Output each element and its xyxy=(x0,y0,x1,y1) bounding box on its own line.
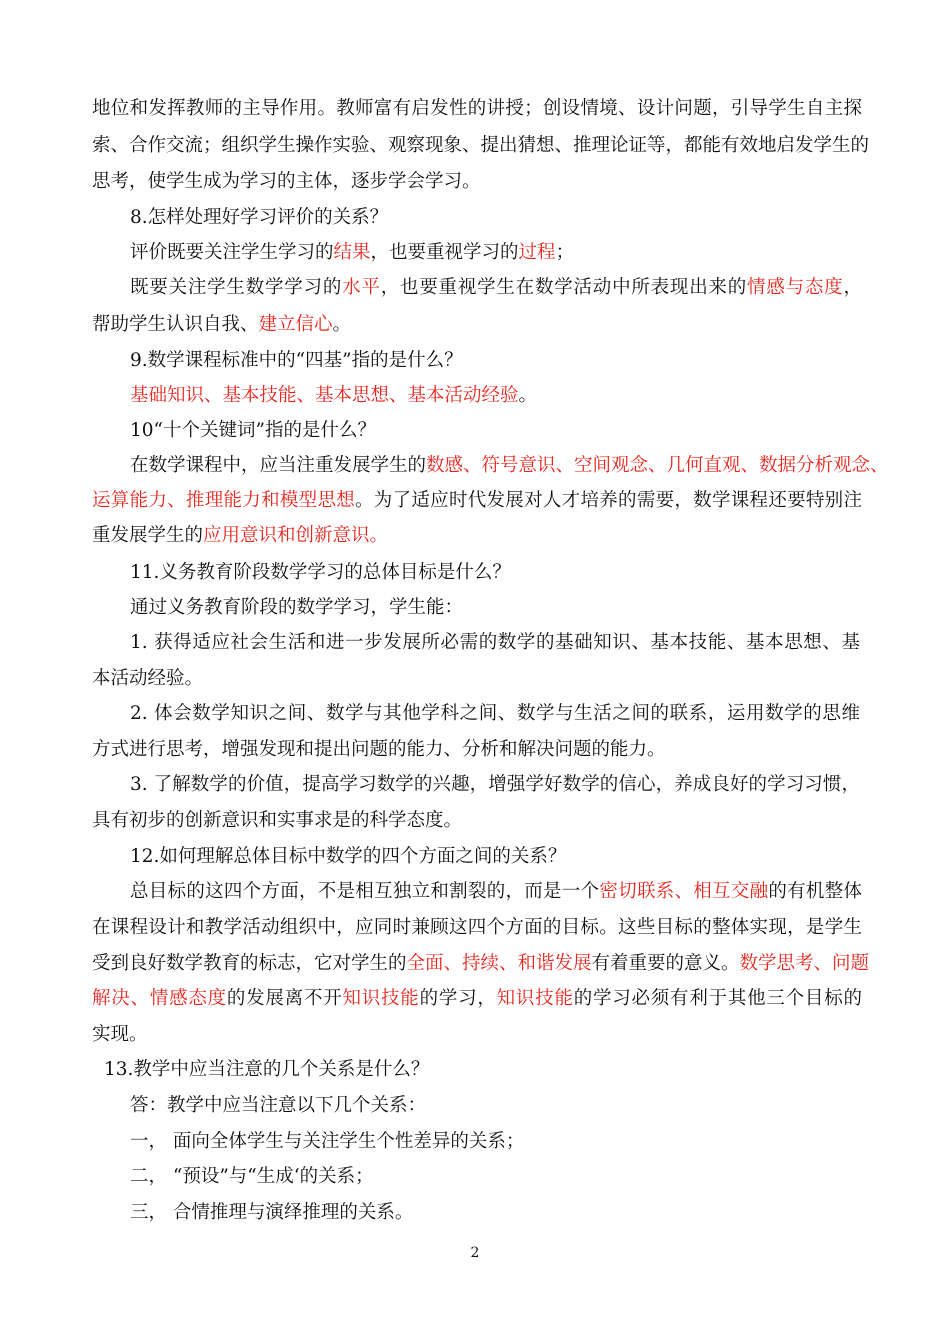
highlighted-text: 结果 xyxy=(333,242,371,263)
text-run: 。 xyxy=(518,385,538,406)
text-run: 地位和发挥教师的主导作用。教师富有启发性的讲授；创设情境、设计问题，引导学生自主探 xyxy=(92,98,862,119)
text-line xyxy=(130,275,862,301)
highlighted-text: 应用意识和创新意识。 xyxy=(203,525,389,546)
text-line xyxy=(130,453,889,479)
text-line xyxy=(130,1129,524,1155)
text-line xyxy=(92,1022,148,1048)
text-run: 的学习， xyxy=(419,988,497,1009)
text-line xyxy=(92,986,862,1012)
text-run: 总目标的这四个方面，不是相互独立和割裂的，而是一个 xyxy=(130,881,600,902)
text-line xyxy=(130,701,860,727)
highlighted-text: 解决、情感态度 xyxy=(92,988,227,1009)
highlighted-text: 建立信心 xyxy=(258,314,333,335)
text-run: 帮助学生认识自我、 xyxy=(92,314,259,335)
text-run: 有着重要的意义。 xyxy=(591,953,740,974)
text-line xyxy=(92,523,388,549)
text-run: 2. 体会数学知识之间、数学与其他学科之间、数学与生活之间的联系，运用数学的思维 xyxy=(130,703,860,724)
text-line xyxy=(104,1057,429,1083)
page-number: 2 xyxy=(470,1245,480,1261)
text-run: 通过义务教育阶段的数学学习，学生能： xyxy=(130,597,464,618)
text-run: 的有机整体 xyxy=(768,881,862,902)
text-line xyxy=(92,666,203,692)
text-run: 一， 面向全体学生与关注学生个性差异的关系； xyxy=(130,1131,525,1152)
text-run: ， xyxy=(843,277,862,298)
text-run: 9.数学课程标准中的“四基”指的是什么？ xyxy=(130,350,463,371)
text-line xyxy=(92,915,862,941)
text-line xyxy=(92,312,351,338)
highlighted-text: 知识技能 xyxy=(342,988,420,1009)
text-run: 1. 获得适应社会生活和进一步发展所必需的数学的基础知识、基本技能、基本思想、基 xyxy=(130,632,860,653)
text-line xyxy=(92,169,481,195)
highlighted-text: 运算能力、推理能力和模型思想 xyxy=(92,490,356,511)
highlighted-text: 全面、持续、和谐发展 xyxy=(406,953,592,974)
text-run: 思考，使学生成为学习的主体，逐步学会学习。 xyxy=(92,171,481,192)
text-run: 具有初步的创新意识和实事求是的科学态度。 xyxy=(92,810,463,831)
text-run: 在课程设计和教学活动组织中，应同时兼顾这四个方面的目标。这些目标的整体实现，是学生 xyxy=(92,917,862,938)
text-run: 本活动经验。 xyxy=(92,668,204,689)
text-line xyxy=(92,488,862,514)
highlighted-text: 密切联系、相互交融 xyxy=(599,881,769,902)
text-run: ； xyxy=(555,242,575,263)
text-run: 11.义务教育阶段数学学习的总体目标是什么？ xyxy=(130,562,511,583)
text-line xyxy=(130,772,860,798)
text-line xyxy=(130,595,463,621)
text-line xyxy=(130,1093,426,1119)
text-line xyxy=(92,133,870,159)
text-run: 答：教学中应当注意以下几个关系： xyxy=(130,1095,427,1116)
text-line xyxy=(130,879,862,905)
highlighted-text: 情感与态度 xyxy=(747,277,844,298)
text-line xyxy=(92,808,462,834)
highlighted-text: 过程 xyxy=(518,242,556,263)
text-run: 受到良好数学教育的标志，它对学生的 xyxy=(92,953,407,974)
text-line xyxy=(130,1200,413,1226)
highlighted-text: 数感、符号意识、空间观念、几何直观、数据分析观念、 xyxy=(426,455,889,476)
text-line xyxy=(92,96,862,122)
text-run: 评价既要关注学生学习的 xyxy=(130,242,334,263)
text-run: 的学习必须有利于其他三个目标的 xyxy=(573,988,862,1009)
highlighted-text: 数学思考、问题 xyxy=(739,953,870,974)
highlighted-text: 基础知识、基本技能、基本思想、基本活动经验 xyxy=(130,385,519,406)
text-run: 3. 了解数学的价值，提高学习数学的兴趣，增强学好数学的信心，养成良好的学习习惯， xyxy=(130,774,860,795)
text-run: 既要关注学生数学学习的 xyxy=(130,277,343,298)
text-line xyxy=(130,205,388,231)
text-run: 8.怎样处理好学习评价的关系？ xyxy=(130,207,389,228)
text-run: 实现。 xyxy=(92,1024,148,1045)
text-run: 重发展学生的 xyxy=(92,525,204,546)
text-run: ，也要重视学习的 xyxy=(370,242,519,263)
text-run: 10“十个关键词”指的是什么？ xyxy=(130,420,376,441)
text-run: 。为了适应时代发展对人才培养的需要，数学课程还要特别注 xyxy=(355,490,862,511)
text-line xyxy=(92,951,870,977)
text-run: 在数学课程中，应当注重发展学生的 xyxy=(130,455,427,476)
text-line xyxy=(130,844,566,870)
text-line xyxy=(130,560,511,586)
text-line xyxy=(130,383,537,409)
text-run: 。 xyxy=(332,314,352,335)
text-line xyxy=(130,630,860,656)
text-run: ，也要重视学生在数学活动中所表现出来的 xyxy=(380,277,748,298)
text-line xyxy=(92,737,666,763)
text-run: 索、合作交流；组织学生操作实验、观察现象、提出猜想、推理论证等，都能有效地启发学生的 xyxy=(92,135,870,156)
text-run: 三， 合情推理与演绎推理的关系。 xyxy=(130,1202,414,1223)
text-run: 方式进行思考，增强发现和提出问题的能力、分析和解决问题的能力。 xyxy=(92,739,666,760)
text-line xyxy=(130,240,574,266)
text-run: 12.如何理解总体目标中数学的四个方面之间的关系？ xyxy=(130,846,567,867)
text-run: 的发展离不开 xyxy=(226,988,343,1009)
highlighted-text: 水平 xyxy=(342,277,381,298)
text-line xyxy=(130,1164,374,1190)
text-run: 13.教学中应当注意的几个关系是什么？ xyxy=(104,1059,430,1080)
text-line xyxy=(130,418,376,444)
text-line xyxy=(130,348,463,374)
highlighted-text: 知识技能 xyxy=(496,988,574,1009)
text-run: 二， “预设”与“生成‘的关系； xyxy=(130,1166,374,1187)
